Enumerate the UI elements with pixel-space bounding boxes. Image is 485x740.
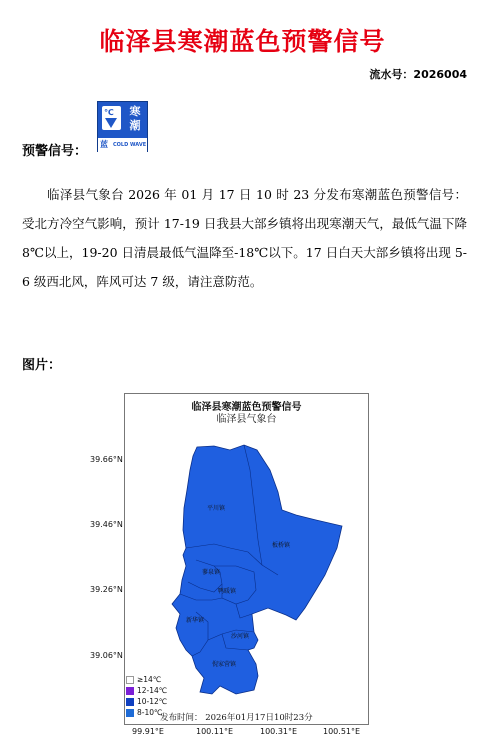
town-label: 倪家营镇 (212, 661, 237, 668)
town-label: 新华镇 (186, 617, 205, 624)
warning-body-text: 临泽县气象台 2026 年 01 月 17 日 10 时 23 分发布寒潮蓝色预警信号：受北方冷空气影响，预计 17-19 日我县大部乡镇将出现寒潮天气，最低气温下降 8℃以上，19-20 日清晨最低气温降至-18℃以下。17 日白天大部乡镇将出现 5-6 级西北风，阵风可达 7 级，请注意防范。 (22, 187, 467, 289)
picture-label: 图片： (22, 358, 62, 373)
county-region (172, 445, 342, 694)
lat-tick: 39.26°N (90, 585, 123, 594)
town-label: 蓼泉镇 (202, 569, 221, 576)
page-title: 临泽县寒潮蓝色预警信号 (99, 27, 386, 56)
lat-tick: 39.06°N (90, 651, 123, 660)
legend-swatch (126, 698, 134, 706)
map-subtitle: 临泽县气象台 (216, 414, 277, 425)
signal-label: 预警信号： (22, 144, 88, 159)
town-label: 平川镇 (207, 505, 226, 512)
degree-symbol: ℃ (104, 108, 114, 117)
town-label: 沙河镇 (231, 633, 250, 640)
lon-tick: 100.51°E (323, 727, 361, 736)
legend-item: 12-14℃ (126, 686, 167, 695)
icon-cn-text: 寒 潮 (129, 105, 141, 132)
map-title: 临泽县寒潮蓝色预警信号 (191, 402, 302, 413)
legend-swatch (126, 709, 134, 717)
legend-item: ≥14℃ (126, 675, 161, 684)
icon-level-text: 蓝 (100, 140, 108, 149)
lat-tick: 39.66°N (90, 455, 123, 464)
icon-en-text: COLD WAVE (113, 142, 147, 148)
town-label: 鸭暖镇 (218, 588, 237, 595)
lon-tick: 99.91°E (132, 727, 164, 736)
town-label: 板桥镇 (272, 542, 291, 549)
publish-time: 发布时间： 2026年01月17日10时23分 (160, 713, 313, 723)
legend-item: 10-12℃ (126, 697, 167, 706)
serial-number: 流水号：2026004 (369, 68, 467, 81)
legend-item: 8-10℃ (126, 708, 162, 717)
lat-tick: 39.46°N (90, 520, 123, 529)
legend-swatch (126, 676, 134, 684)
legend-swatch (126, 687, 134, 695)
lon-tick: 100.31°E (260, 727, 298, 736)
lon-tick: 100.11°E (196, 727, 234, 736)
